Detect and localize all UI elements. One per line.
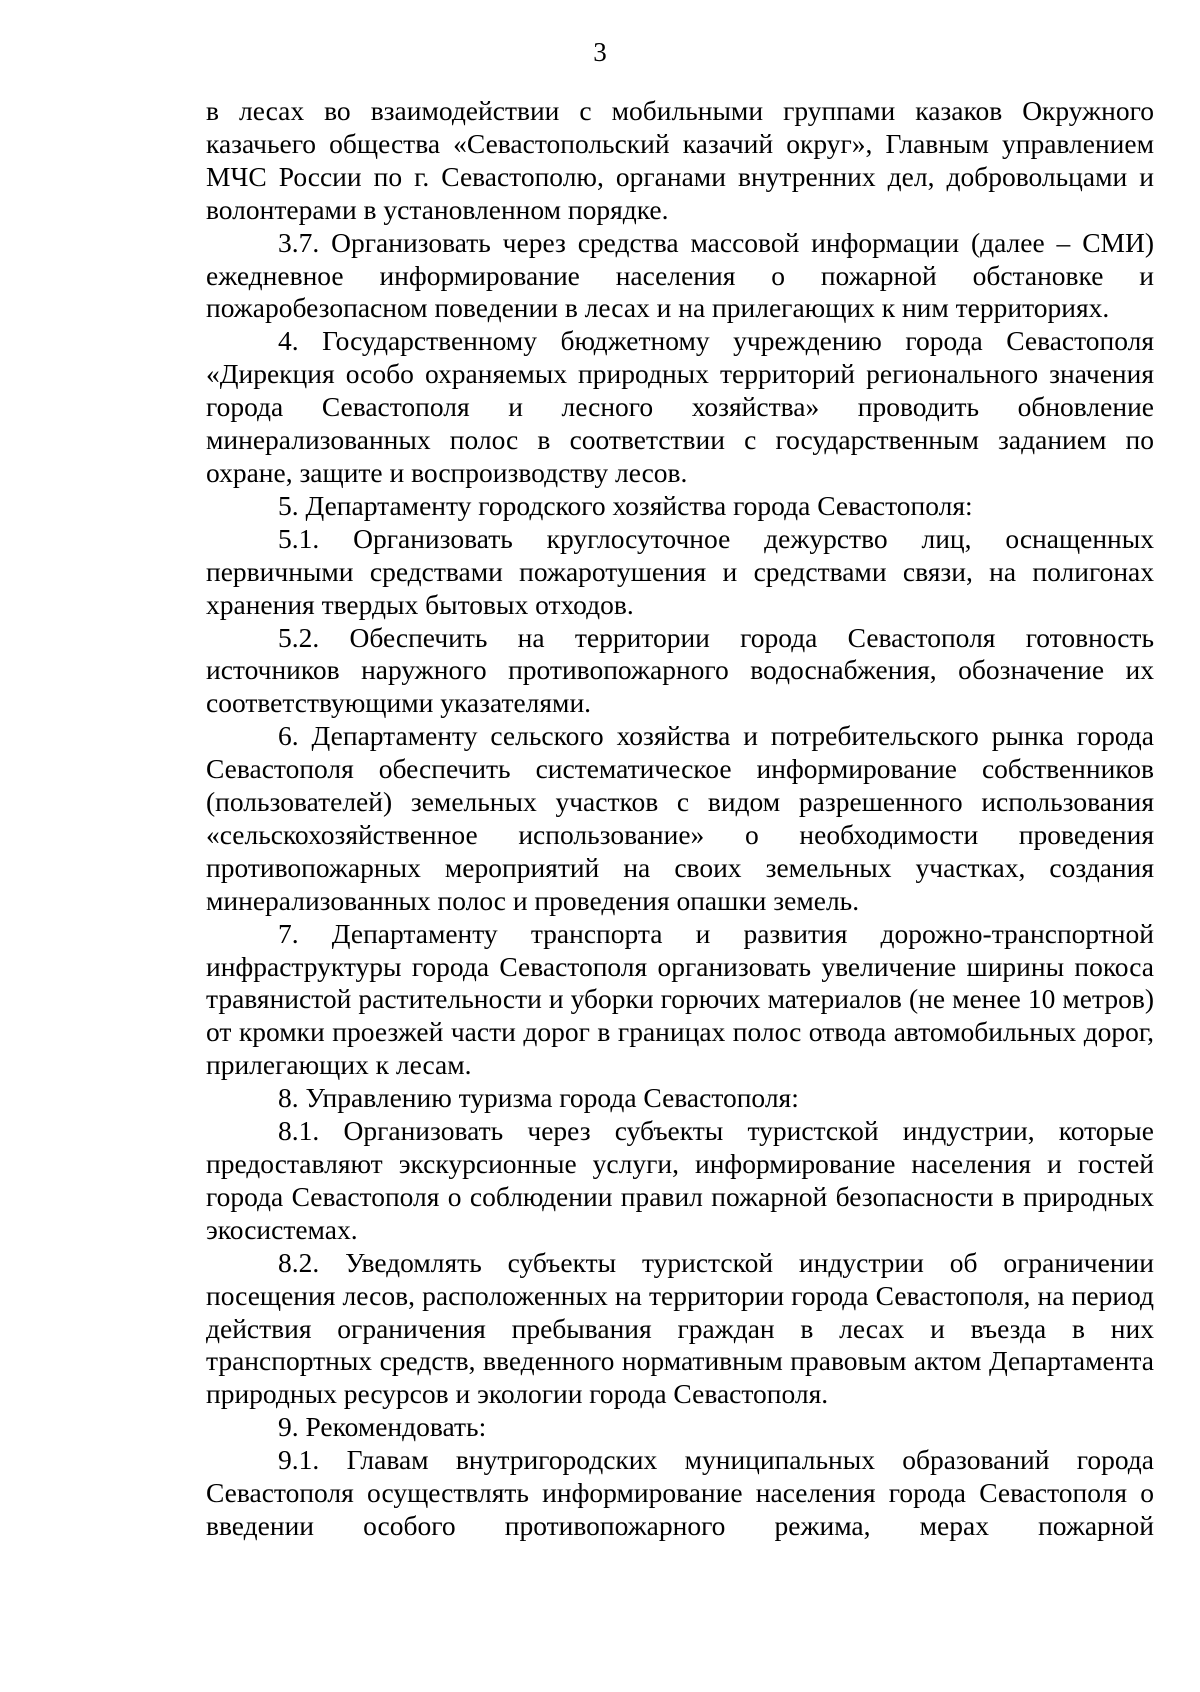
document-body <box>206 95 1154 1543</box>
paragraph: 9. Рекомендовать: <box>278 1411 487 1443</box>
paragraph: 6. Департаменту сельского хозяйства и потребительского рынка города Севастополя обеспечить систематическое информирование собственников (пользователей) земельных участков с видом разрешенного использования «сельскохозяйственное использование» о необходимости проведения противопожарных мероприятий на своих земельных участках, создания минерализованных полос и проведения опашки земель. <box>206 720 1154 916</box>
paragraph: 5.1. Организовать круглосуточное дежурство лиц, оснащенных первичными средствами пожаротушения и средствами связи, на полигонах хранения твердых бытовых отходов. <box>206 522 1154 620</box>
paragraph: 8.2. Уведомлять субъекты туристской индустрии об ограничении посещения лесов, расположенных на территории города Севастополя, на период действия ограничения пребывания граждан в лесах и въезда в них транспортных средств, введенного нормативным правовым актом Департамента природных ресурсов и экологии города Севастополя. <box>206 1246 1154 1410</box>
paragraph: 7. Департаменту транспорта и развития дорожно-транспортной инфраструктуры города Севастополя организовать увеличение ширины покоса травянистой растительности и уборки горючих материалов (не менее 10 метров) от кромки проезжей части дорог в границах полос отвода автомобильных дорог, прилегающих к лесам. <box>206 917 1154 1081</box>
paragraph: 8.1. Организовать через субъекты туристской индустрии, которые предоставляют экскурсионные услуги, информирование населения и гостей города Севастополя о соблюдении правил пожарной безопасности в природных экосистемах. <box>206 1115 1154 1245</box>
paragraph: 8. Управлению туризма города Севастополя: <box>278 1082 799 1114</box>
paragraph: 3.7. Организовать через средства массовой информации (далее – СМИ) ежедневное информирование населения о пожарной обстановке и пожаробезопасном поведении в лесах и на прилегающих к ним территориях. <box>206 226 1154 324</box>
page-number: 3 <box>593 37 607 67</box>
paragraph: 4. Государственному бюджетному учреждению города Севастополя «Дирекция особо охраняемых природных территорий регионального значения города Севастополя и лесного хозяйства» проводить обновление минерализованных полос в соответствии с государственным заданием по охране, защите и воспроизводству лесов. <box>206 325 1154 488</box>
paragraph: 9.1. Главам внутригородских муниципальных образований города Севастополя осуществлять информирование населения города Севастополя о введении особого противопожарного режима, мерах пожарной <box>206 1444 1154 1541</box>
paragraph: 5. Департаменту городского хозяйства города Севастополя: <box>278 489 973 521</box>
paragraph: 5.2. Обеспечить на территории города Севастополя готовность источников наружного противопожарного водоснабжения, обозначение их соответствующими указателями. <box>206 621 1154 719</box>
paragraph: в лесах во взаимодействии с мобильными группами казаков Окружного казачьего общества «Севастопольский казачий округ», Главным управлением МЧС России по г. Севастополю, органами внутренних дел, добровольцами и волонтерами в установленном порядке. <box>206 95 1154 225</box>
